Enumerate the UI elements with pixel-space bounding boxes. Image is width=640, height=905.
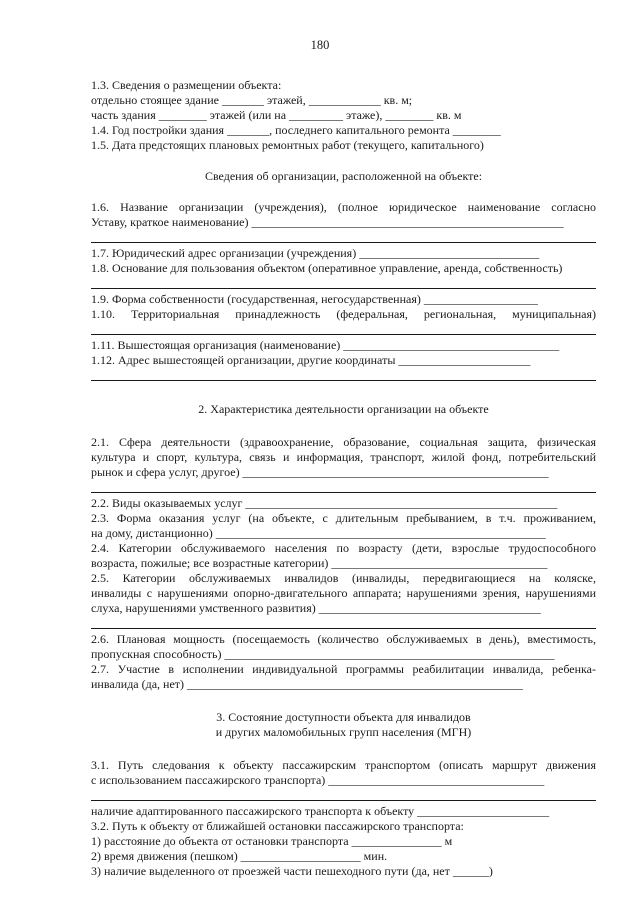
blank-line [91,276,596,289]
line-1-3: 1.3. Сведения о размещении объекта: [91,78,282,92]
blank-line [91,368,596,381]
line-1-9: 1.9. Форма собственности (государственная, негосударственная) ___________________ [91,292,538,306]
line-2-6: 2.6. Плановая мощность (посещаемость (количество обслуживаемых в день), вместимость, [91,632,596,646]
line-adapted-transport: наличие адаптированного пассажирского транспорта к объекту ______________________ [91,804,550,818]
spacer [91,740,596,758]
line-3-1-cont: с использованием пассажирского транспорта) ____________________________________ [91,773,545,787]
line-1-11: 1.11. Вышестоящая организация (наименование) ____________________________________ [91,338,560,352]
spacer [91,692,596,710]
line-1-5: 1.5. Дата предстоящих плановых ремонтных работ (текущего, капитального) [91,138,484,152]
spacer [91,417,596,435]
page-number: 180 [310,38,330,52]
line-2-1-cont: культура и спорт, культура, связь и информация, транспорт, жилой фонд, потребительский [91,450,596,464]
line-1-4: 1.4. Год постройки здания _______, последнего капитального ремонта ________ [91,123,501,137]
section-3-heading: 3. Состояние доступности объекта для инвалидов [216,710,471,724]
blank-line [91,616,596,629]
line-building-part: часть здания ________ этажей (или на _________ этаже), ________ кв. м [91,108,462,122]
line-2-3: 2.3. Форма оказания услуг (на объекте, с длительным пребыванием, в т.ч. проживанием, [91,511,596,525]
blank-line [91,788,596,801]
line-2-5-end: слуха, нарушениями умственного развития) _____________________________________ [91,601,541,615]
line-2-2: 2.2. Виды оказываемых услуг ____________________________________________________ [91,496,558,510]
line-2-4-cont: возраста, пожилые; все возрастные категории) ____________________________________ [91,556,548,570]
line-1-8: 1.8. Основание для пользования объектом (оперативное управление, аренда, собственность) [91,261,563,275]
line-3-1: 3.1. Путь следования к объекту пассажирским транспортом (описать маршрут движения [91,758,596,772]
blank-line [91,480,596,493]
line-1-7: 1.7. Юридический адрес организации (учреждения) ______________________________ [91,246,540,260]
line-2-7-cont: инвалида (да, нет) ________________________________________________________ [91,677,524,691]
line-2-1-end: рынок и сфера услуг, другое) ___________________________________________________ [91,465,549,479]
spacer [91,184,596,200]
spacer [91,384,596,402]
line-1-6: 1.6. Название организации (учреждения), (полное юридическое наименование согласно [91,200,596,214]
form-content [91,78,596,879]
blank-line [91,322,596,335]
line-standalone-building: отдельно стоящее здание _______ этажей, ____________ кв. м; [91,93,413,107]
line-distance: 1) расстояние до объекта от остановки транспорта _______________ м [91,834,453,848]
section-2-heading: 2. Характеристика деятельности организации на объекте [198,402,489,416]
blank-line [91,230,596,243]
line-2-6-cont: пропускная способность) _______________________________________________________ [91,647,555,661]
line-1-12: 1.12. Адрес вышестоящей организации, другие координаты ______________________ [91,353,531,367]
line-2-1: 2.1. Сфера деятельности (здравоохранение, образование, социальная защита, физическая [91,435,596,449]
line-2-3-cont: на дому, дистанционно) _______________________________________________________ [91,526,546,540]
org-info-heading: Сведения об организации, расположенной на объекте: [204,169,483,183]
line-1-6-cont: Уставу, краткое наименование) ____________________________________________________ [91,215,564,229]
line-3-2: 3.2. Путь к объекту от ближайшей остановки пассажирского транспорта: [91,819,464,833]
line-walk-time: 2) время движения (пешком) ____________________ мин. [91,849,388,863]
line-2-7: 2.7. Участие в исполнении индивидуальной программы реабилитации инвалида, ребенка- [91,662,596,676]
line-2-4: 2.4. Категории обслуживаемого населения по возрасту (дети, взрослые трудоспособного [91,541,596,555]
line-1-10: 1.10. Территориальная принадлежность (федеральная, региональная, муниципальная) [91,307,596,321]
line-pedestrian-path: 3) наличие выделенного от проезжей части пешеходного пути (да, нет ______) [91,864,493,878]
line-2-5-cont: инвалиды с нарушениями опорно-двигательного аппарата; нарушениями зрения, нарушениями [91,586,596,600]
section-3-heading-cont: и других маломобильных групп населения (МГН) [215,725,472,739]
spacer [91,153,596,169]
line-2-5: 2.5. Категории обслуживаемых инвалидов (инвалиды, передвигающиеся на коляске, [91,571,596,585]
